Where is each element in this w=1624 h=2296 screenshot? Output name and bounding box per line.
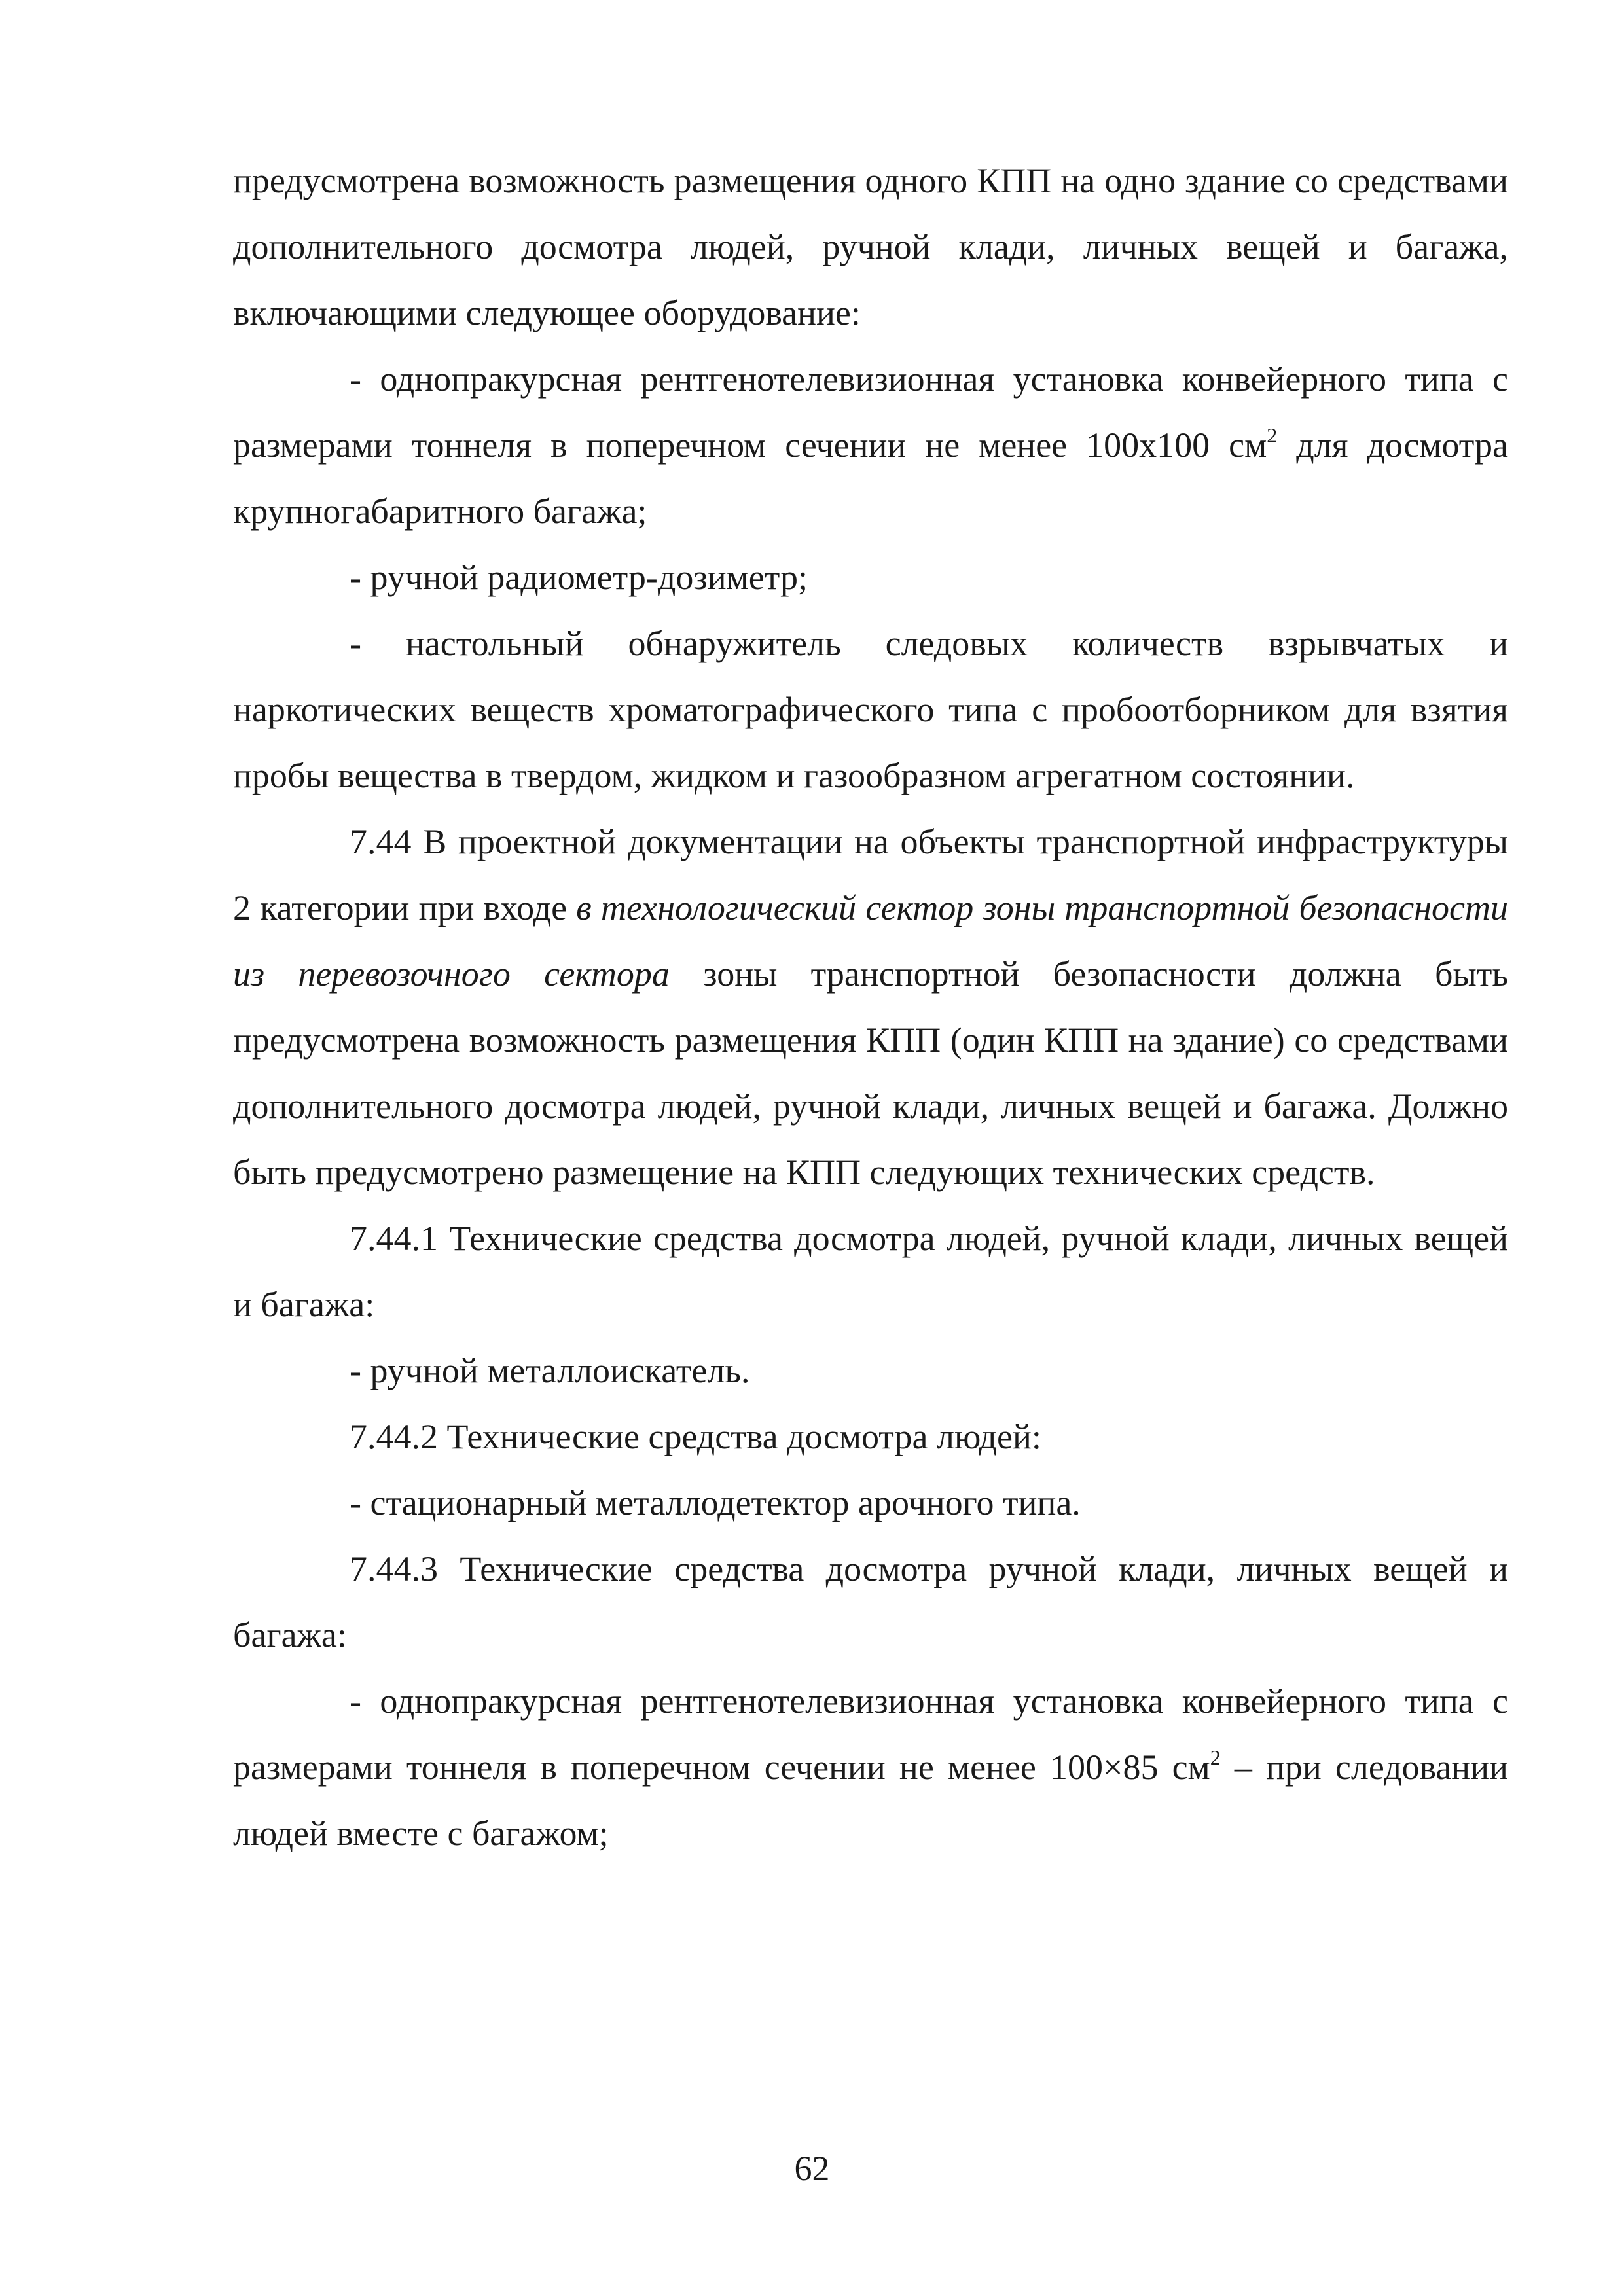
- text-span: - однопракурсная рентгенотелевизионная установка конвейерного типа с размерами тоннеля в поперечном сечении не менее 100×85 см: [233, 1681, 1508, 1787]
- paragraph-xray-with-people: [233, 1668, 1508, 1867]
- paragraph-xray-large-baggage: [233, 346, 1508, 545]
- paragraph-trace-detector: - настольный обнаружитель следовых количеств взрывчатых и наркотических веществ хроматографического типа с пробоотборником для взятия пробы вещества в твердом, жидком и газообразном агрегатном состоянии.: [233, 624, 1508, 795]
- paragraph-7-44-2: 7.44.2 Технические средства досмотра людей:: [350, 1417, 1041, 1456]
- superscript: 2: [1267, 423, 1278, 447]
- text-span: 7.44 В проектной документации на объекты транспортной инфраструктуры 2 категории при входе: [233, 822, 1508, 927]
- italic-text-span: в технологический сектор зоны транспортной безопасности из перевозочного сектора: [233, 888, 1508, 994]
- text-span: – при следовании людей вместе с багажом;: [233, 1748, 1508, 1853]
- paragraph-7-44-3: 7.44.3 Технические средства досмотра ручной клади, личных вещей и багажа:: [233, 1549, 1508, 1655]
- paragraph-7-44: [233, 809, 1508, 1206]
- paragraph-7-44-1: 7.44.1 Технические средства досмотра людей, ручной клади, личных вещей и багажа:: [233, 1219, 1508, 1324]
- text-span: зоны транспортной безопасности должна быть предусмотрена возможность размещения КПП (один КПП на здание) со средствами дополнительного досмотра людей, ручной клади, личных вещей и багажа. Должно быть предусмотрено размещение на КПП следующих технических средств.: [233, 954, 1508, 1192]
- page-number: 62: [794, 2149, 830, 2188]
- paragraph-kpp-intro: предусмотрена возможность размещения одного КПП на одно здание со средствами дополнительного досмотра людей, ручной клади, личных вещей и багажа, включающими следующее оборудование:: [233, 161, 1508, 332]
- paragraph-walkthrough-detector: - стационарный металлодетектор арочного типа.: [350, 1483, 1081, 1522]
- text-span: - однопракурсная рентгенотелевизионная установка конвейерного типа с размерами тоннеля в поперечном сечении не менее 100х100 см: [233, 359, 1508, 465]
- superscript: 2: [1210, 1746, 1221, 1769]
- paragraph-metal-detector-hand: - ручной металлоискатель.: [350, 1351, 750, 1390]
- paragraph-radiometer: - ручной радиометр-дозиметр;: [350, 558, 808, 597]
- page-content: [233, 148, 1508, 1867]
- text-span: для досмотра крупногабаритного багажа;: [233, 425, 1508, 531]
